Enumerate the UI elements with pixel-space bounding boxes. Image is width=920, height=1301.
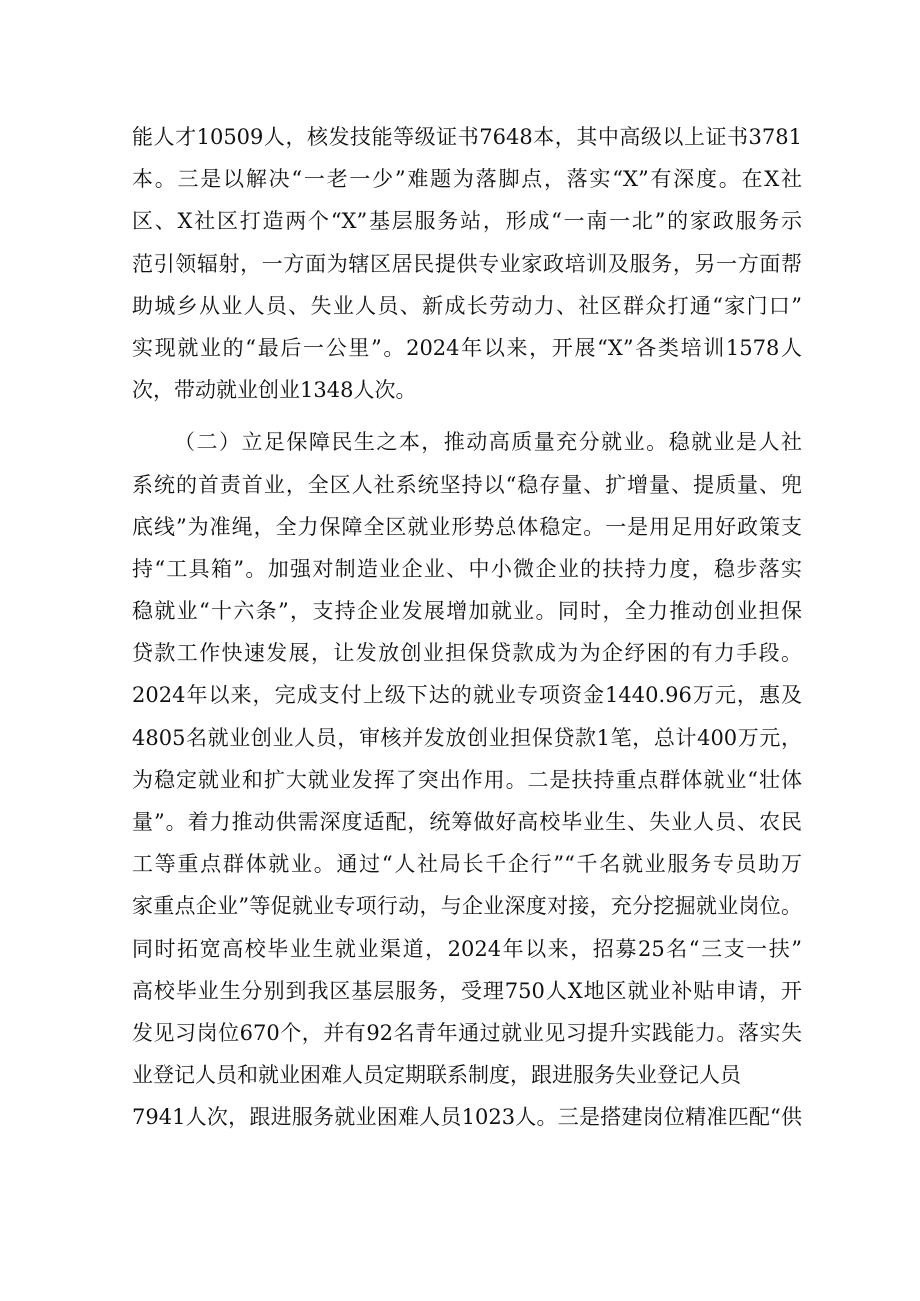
document-body	[132, 116, 802, 1139]
text-line: 同时拓宽高校毕业生就业渠道，2024年以来，招募25名“三支一扶”	[132, 936, 802, 961]
paragraph-2	[132, 421, 802, 1138]
text-line: 业登记人员和就业困难人员定期联系制度，跟进服务失业登记人员	[132, 1063, 741, 1088]
paragraph-gap	[132, 411, 802, 421]
section-heading-line: （二）立足保障民生之本，推动高质量充分就业。稳就业是人社	[174, 430, 802, 455]
text-line: 高校毕业生分别到我区基层服务，受理750人X地区就业补贴申请，开	[132, 978, 802, 1003]
text-line: 助城乡从业人员、失业人员、新成长劳动力、社区群众打通“家门口”	[132, 293, 802, 318]
text-line: 底线”为准绳，全力保障全区就业形势总体稳定。一是用足用好政策支	[132, 514, 802, 539]
text-line: 工等重点群体就业。通过“人社局长千企行”“千名就业服务专员助万	[132, 852, 802, 877]
text-line: 家重点企业”等促就业专项行动，与企业深度对接，充分挖掘就业岗位。	[132, 894, 802, 919]
text-line: 能人才10509人，核发技能等级证书7648本，其中高级以上证书3781	[132, 125, 802, 149]
text-line-last: 次，带动就业创业1348人次。	[132, 378, 417, 403]
text-line: 实现就业的“最后一公里”。2024年以来，开展“X”各类培训1578人	[132, 335, 802, 360]
text-line: 7941人次，跟进服务就业困难人员1023人。三是搭建岗位精准匹配“供	[132, 1105, 802, 1130]
text-line: 区、X社区打造两个“X”基层服务站，形成“一南一北”的家政服务示	[132, 209, 802, 234]
text-line: 贷款工作快速发展，让发放创业担保贷款成为为企纾困的有力手段。	[132, 641, 802, 666]
paragraph-1	[132, 116, 802, 411]
text-line: 范引领辐射，一方面为辖区居民提供专业家政培训及服务，另一方面帮	[132, 251, 802, 276]
text-line: 稳就业“十六条”，支持企业发展增加就业。同时，全力推动创业担保	[132, 599, 802, 624]
text-line: 持“工具箱”。加强对制造业企业、中小微企业的扶持力度，稳步落实	[132, 556, 802, 581]
text-line: 4805名就业创业人员，审核并发放创业担保贷款1笔，总计400万元，	[132, 725, 802, 750]
text-line: 本。三是以解决“一老一少”难题为落脚点，落实“X”有深度。在X社	[132, 167, 802, 192]
text-line: 系统的首责首业，全区人社系统坚持以“稳存量、扩增量、提质量、兜	[132, 472, 802, 497]
text-line: 量”。着力推动供需深度适配，统筹做好高校毕业生、失业人员、农民	[132, 810, 802, 834]
text-line: 为稳定就业和扩大就业发挥了突出作用。二是扶持重点群体就业“壮体	[132, 767, 802, 792]
text-line: 发见习岗位670个，并有92名青年通过就业见习提升实践能力。落实失	[132, 1020, 802, 1045]
text-line: 2024年以来，完成支付上级下达的就业专项资金1440.96万元，惠及	[132, 683, 802, 708]
